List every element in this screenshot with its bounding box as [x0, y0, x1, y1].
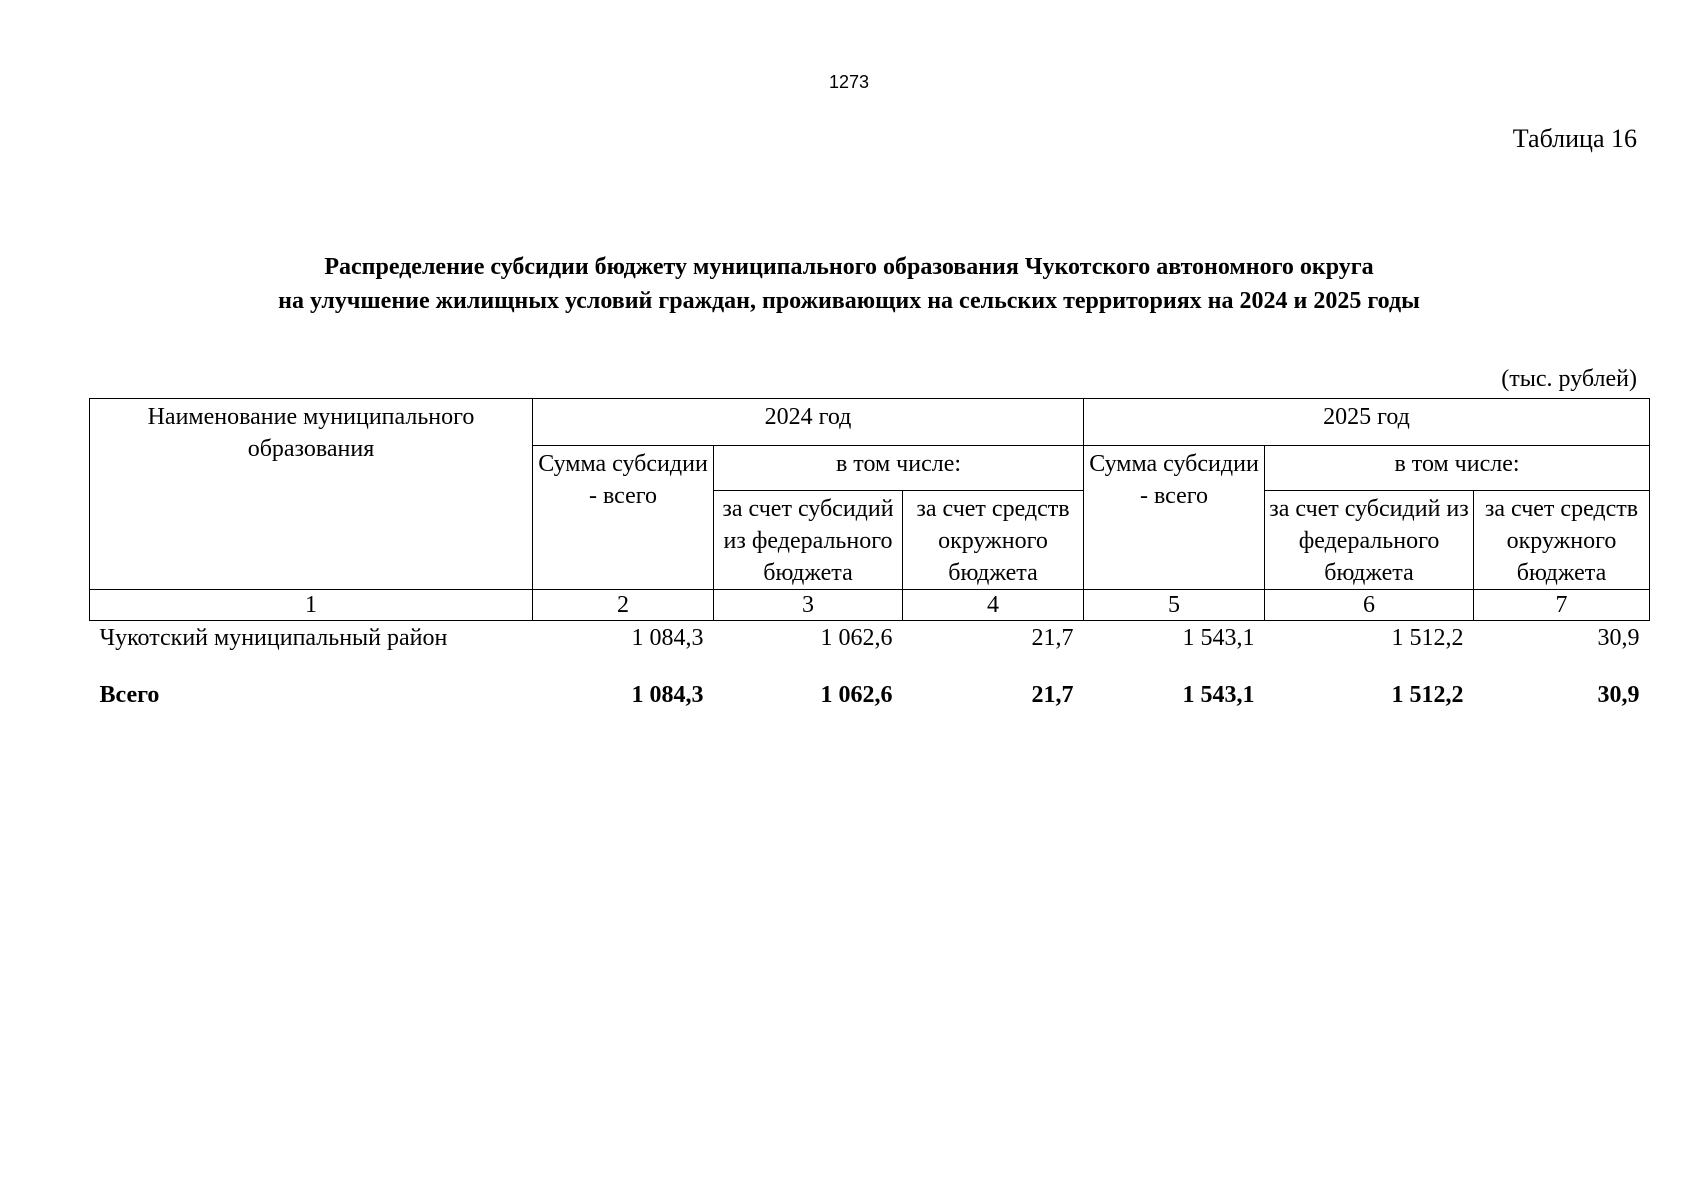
total-2024-federal: 1 062,6 — [820, 682, 893, 708]
cell-2025-total: 1 543,1 — [1182, 625, 1255, 651]
header-2024-federal: за счет субсидий из федерального бюджета — [714, 491, 903, 590]
column-number: 1 — [90, 590, 533, 621]
title-line-1: Распределение субсидии бюджету муниципального образования Чукотского автономного округа — [324, 254, 1374, 280]
cell-2025-federal: 1 512,2 — [1391, 625, 1464, 651]
header-2025-including: в том числе: — [1265, 446, 1650, 491]
cell-2024-federal: 1 062,6 — [820, 625, 893, 651]
total-2025-federal: 1 512,2 — [1391, 682, 1464, 708]
column-number: 2 — [533, 590, 714, 621]
units-label: (тыс. рублей) — [1501, 366, 1637, 392]
column-number: 4 — [903, 590, 1084, 621]
title-line-2: на улучшение жилищных условий граждан, проживающих на сельских территориях на 2024 и 2025 годы — [278, 288, 1420, 314]
header-municipality-name: Наименование муниципального образования — [90, 399, 533, 590]
header-2025-sum-total: Сумма субсидии - всего — [1084, 446, 1265, 590]
column-numbers-row — [90, 590, 1650, 621]
table-label: Таблица 16 — [1512, 124, 1637, 153]
column-number: 6 — [1265, 590, 1474, 621]
page-number: 1273 — [828, 72, 870, 92]
subsidy-table — [89, 398, 1650, 709]
column-number: 5 — [1084, 590, 1265, 621]
row-municipality-name: Чукотский муниципальный район — [99, 625, 448, 651]
cell-2025-regional: 30,9 — [1597, 625, 1640, 651]
document-title — [0, 250, 1698, 318]
header-2024-including: в том числе: — [714, 446, 1084, 491]
header-2024-sum-total: Сумма субсидии - всего — [533, 446, 714, 590]
cell-2024-regional: 21,7 — [1031, 625, 1074, 651]
column-number: 7 — [1474, 590, 1650, 621]
cell-2024-total: 1 084,3 — [631, 625, 704, 651]
total-label: Всего — [99, 682, 160, 708]
header-year-2024: 2024 год — [533, 399, 1084, 446]
total-2024-regional: 21,7 — [1031, 682, 1074, 708]
header-2024-regional: за счет средств окружного бюджета — [903, 491, 1084, 590]
header-2025-federal: за счет субсидий из федерального бюджета — [1265, 491, 1474, 590]
header-year-2025: 2025 год — [1084, 399, 1650, 446]
total-2025-regional: 30,9 — [1597, 682, 1640, 708]
table-row — [90, 621, 1650, 664]
total-row — [90, 663, 1650, 709]
total-2024-total: 1 084,3 — [631, 682, 704, 708]
column-number: 3 — [714, 590, 903, 621]
header-2025-regional: за счет средств окружного бюджета — [1474, 491, 1650, 590]
total-2025-total: 1 543,1 — [1182, 682, 1255, 708]
